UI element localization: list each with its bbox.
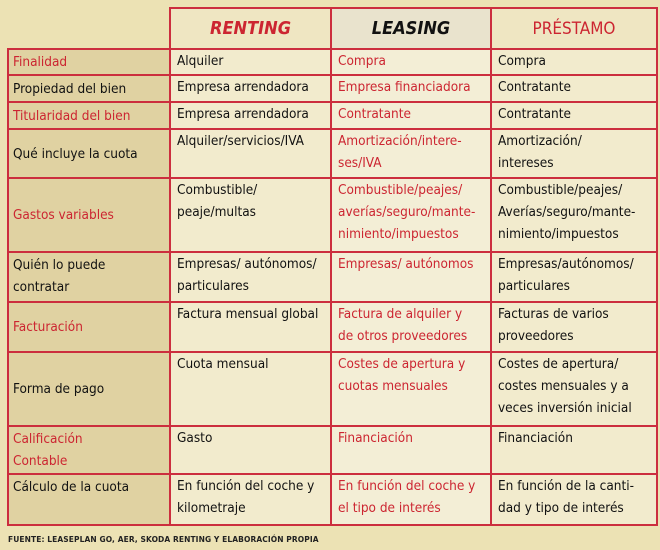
cell-prestamo: Financiación	[491, 426, 657, 474]
cell-prestamo: Compra	[491, 49, 657, 75]
cell-leasing: Contratante	[331, 102, 491, 129]
row-gastos	[8, 178, 657, 252]
row-calificacion	[8, 426, 657, 474]
header-renting: RENTING	[170, 8, 331, 49]
cell-prestamo: Amortización/ intereses	[491, 129, 657, 178]
row-label: Calificación Contable	[8, 426, 170, 474]
cell-renting: Cuota mensual	[170, 352, 331, 426]
row-cuota	[8, 129, 657, 178]
corner-cell	[8, 8, 170, 49]
cell-leasing: Financiación	[331, 426, 491, 474]
cell-leasing: Compra	[331, 49, 491, 75]
cell-leasing: Combustible/peajes/ averías/seguro/mante- nimiento/impuestos	[331, 178, 491, 252]
cell-prestamo: Empresas/autónomos/ particulares	[491, 252, 657, 302]
cell-leasing: Empresas/ autónomos	[331, 252, 491, 302]
cell-renting: Alquiler/servicios/IVA	[170, 129, 331, 178]
cell-prestamo: Combustible/peajes/ Averías/seguro/mante- nimiento/impuestos	[491, 178, 657, 252]
row-facturacion	[8, 302, 657, 352]
header-row	[8, 8, 657, 49]
row-label: Qué incluye la cuota	[8, 129, 170, 178]
row-label: Gastos variables	[8, 178, 170, 252]
cell-leasing: En función del coche y el tipo de interés	[331, 474, 491, 525]
header-leasing: LEASING	[331, 8, 491, 49]
cell-renting: Alquiler	[170, 49, 331, 75]
row-finalidad	[8, 49, 657, 75]
row-titularidad	[8, 102, 657, 129]
row-label: Facturación	[8, 302, 170, 352]
cell-prestamo: En función de la canti- dad y tipo de interés	[491, 474, 657, 525]
cell-leasing: Costes de apertura y cuotas mensuales	[331, 352, 491, 426]
row-forma-pago	[8, 352, 657, 426]
cell-prestamo: Contratante	[491, 75, 657, 102]
cell-leasing: Amortización/intere- ses/IVA	[331, 129, 491, 178]
cell-leasing: Factura de alquiler y de otros proveedores	[331, 302, 491, 352]
row-calculo	[8, 474, 657, 525]
source-note: FUENTE: LEASEPLAN GO, AER, SKODA RENTING Y ELABORACIÓN PROPIA	[8, 535, 319, 544]
header-prestamo: PRÉSTAMO	[491, 8, 657, 49]
row-label: Quién lo puede contratar	[8, 252, 170, 302]
comparison-table	[7, 7, 658, 526]
row-label: Propiedad del bien	[8, 75, 170, 102]
cell-renting: Empresa arrendadora	[170, 75, 331, 102]
row-propiedad	[8, 75, 657, 102]
cell-renting: Combustible/ peaje/multas	[170, 178, 331, 252]
cell-prestamo: Facturas de varios proveedores	[491, 302, 657, 352]
cell-renting: Factura mensual global	[170, 302, 331, 352]
cell-renting: Empresas/ autónomos/ particulares	[170, 252, 331, 302]
cell-renting: Empresa arrendadora	[170, 102, 331, 129]
cell-prestamo: Contratante	[491, 102, 657, 129]
cell-prestamo: Costes de apertura/ costes mensuales y a veces inversión inicial	[491, 352, 657, 426]
cell-renting: En función del coche y kilometraje	[170, 474, 331, 525]
row-label: Forma de pago	[8, 352, 170, 426]
row-quien	[8, 252, 657, 302]
row-label: Titularidad del bien	[8, 102, 170, 129]
row-label: Cálculo de la cuota	[8, 474, 170, 525]
cell-renting: Gasto	[170, 426, 331, 474]
row-label: Finalidad	[8, 49, 170, 75]
cell-leasing: Empresa financiadora	[331, 75, 491, 102]
